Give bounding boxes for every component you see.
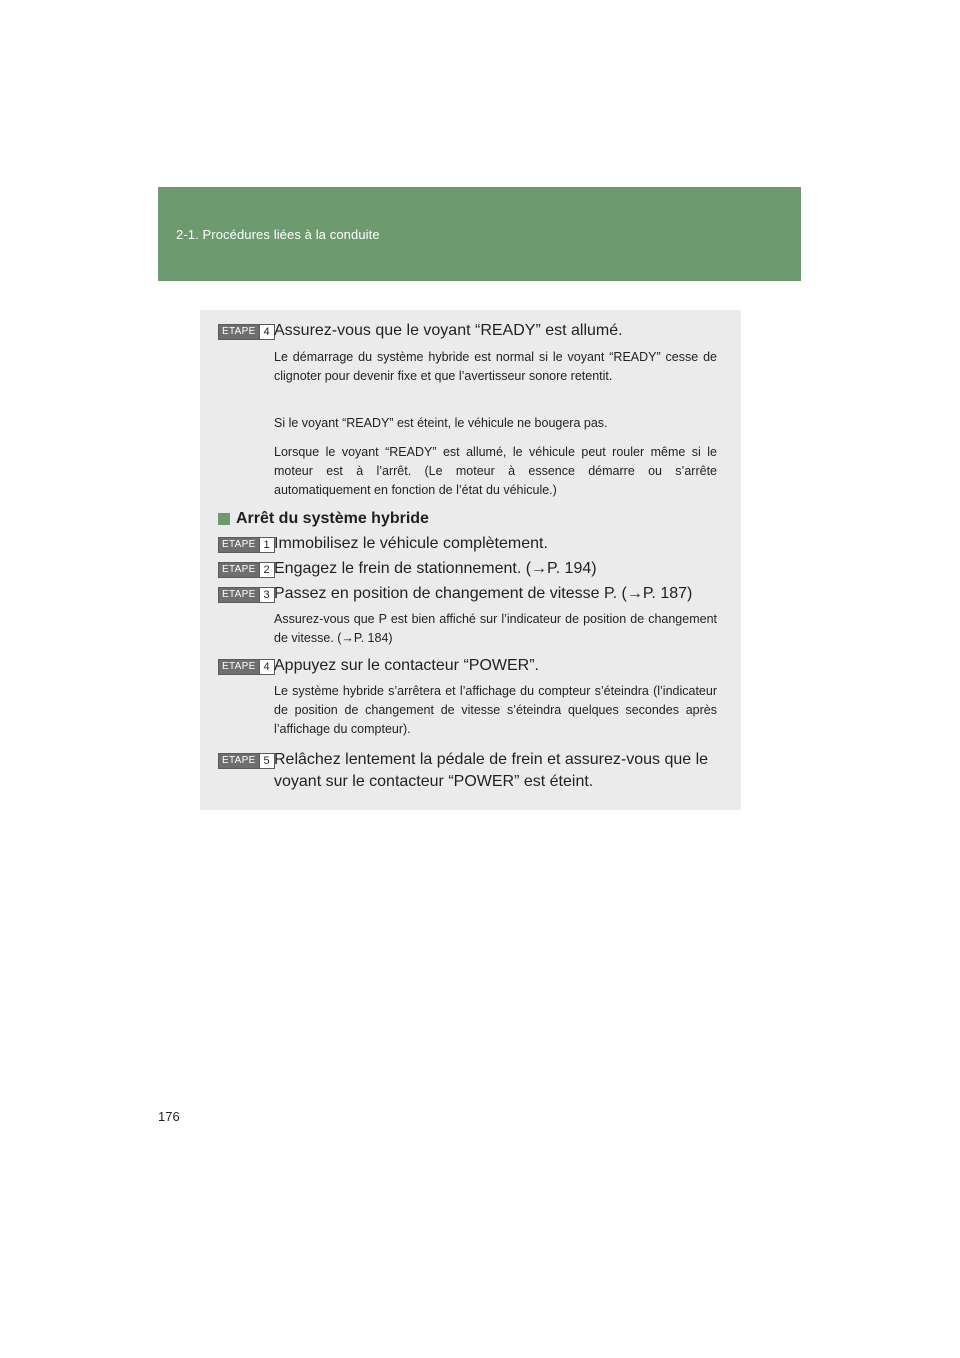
step-text: Immobilisez le véhicule complètement. bbox=[274, 535, 548, 552]
instructions-panel bbox=[200, 310, 741, 810]
step-word: ETAPE bbox=[222, 661, 256, 672]
step-number: 5 bbox=[259, 754, 274, 768]
step-number: 4 bbox=[259, 660, 274, 674]
step-badge bbox=[218, 659, 275, 675]
square-bullet-icon bbox=[218, 513, 230, 525]
section-header-title: 2-1. Procédures liées à la conduite bbox=[176, 227, 380, 242]
step-number: 2 bbox=[259, 563, 274, 577]
step-text: Appuyez sur le contacteur “POWER”. bbox=[274, 657, 539, 674]
step-note: Si le voyant “READY” est éteint, le véhicule ne bougera pas. bbox=[274, 416, 608, 430]
step-number: 3 bbox=[259, 588, 274, 602]
step-word: ETAPE bbox=[222, 326, 256, 337]
section-title bbox=[218, 509, 429, 529]
step-number: 1 bbox=[259, 538, 274, 552]
step-word: ETAPE bbox=[222, 564, 256, 575]
step-badge bbox=[218, 753, 275, 769]
step-note: Assurez-vous que P est bien affiché sur l’indicateur de position de changement de vitesse. (→P. 184) bbox=[274, 612, 717, 645]
step-word: ETAPE bbox=[222, 589, 256, 600]
step-word: ETAPE bbox=[222, 539, 256, 550]
step-note: Le système hybride s’arrêtera et l’affichage du compteur s’éteindra (l’indicateur de position de changement de vitesse s’éteindra quelques secondes après l’affichage du compteur). bbox=[274, 684, 717, 736]
step-text: Engagez le frein de stationnement. (→P. 194) bbox=[274, 560, 597, 577]
step-badge bbox=[218, 537, 275, 553]
step-note: Le démarrage du système hybride est normal si le voyant “READY” cesse de clignoter pour devenir fixe et que l’avertisseur sonore retentit. bbox=[274, 350, 717, 383]
step-badge bbox=[218, 587, 275, 603]
step-number: 4 bbox=[259, 325, 274, 339]
step-text: Relâchez lentement la pédale de frein et assurez-vous que le voyant sur le contacteur “POWER” est éteint. bbox=[274, 751, 709, 790]
step-text: Passez en position de changement de vitesse P. (→P. 187) bbox=[274, 585, 693, 602]
step-badge bbox=[218, 324, 275, 340]
step-badge bbox=[218, 562, 275, 578]
step-note: Lorsque le voyant “READY” est allumé, le véhicule peut rouler même si le moteur est à l’arrêt. (Le moteur à essence démarre ou s’arrête automatiquement en fonction de l’état du véhicule.) bbox=[274, 445, 717, 497]
page-number: 176 bbox=[158, 1109, 180, 1124]
section-header-band bbox=[158, 187, 801, 281]
section-title-text: Arrêt du système hybride bbox=[236, 510, 429, 527]
step-text: Assurez-vous que le voyant “READY” est allumé. bbox=[274, 322, 623, 339]
step-word: ETAPE bbox=[222, 755, 256, 766]
